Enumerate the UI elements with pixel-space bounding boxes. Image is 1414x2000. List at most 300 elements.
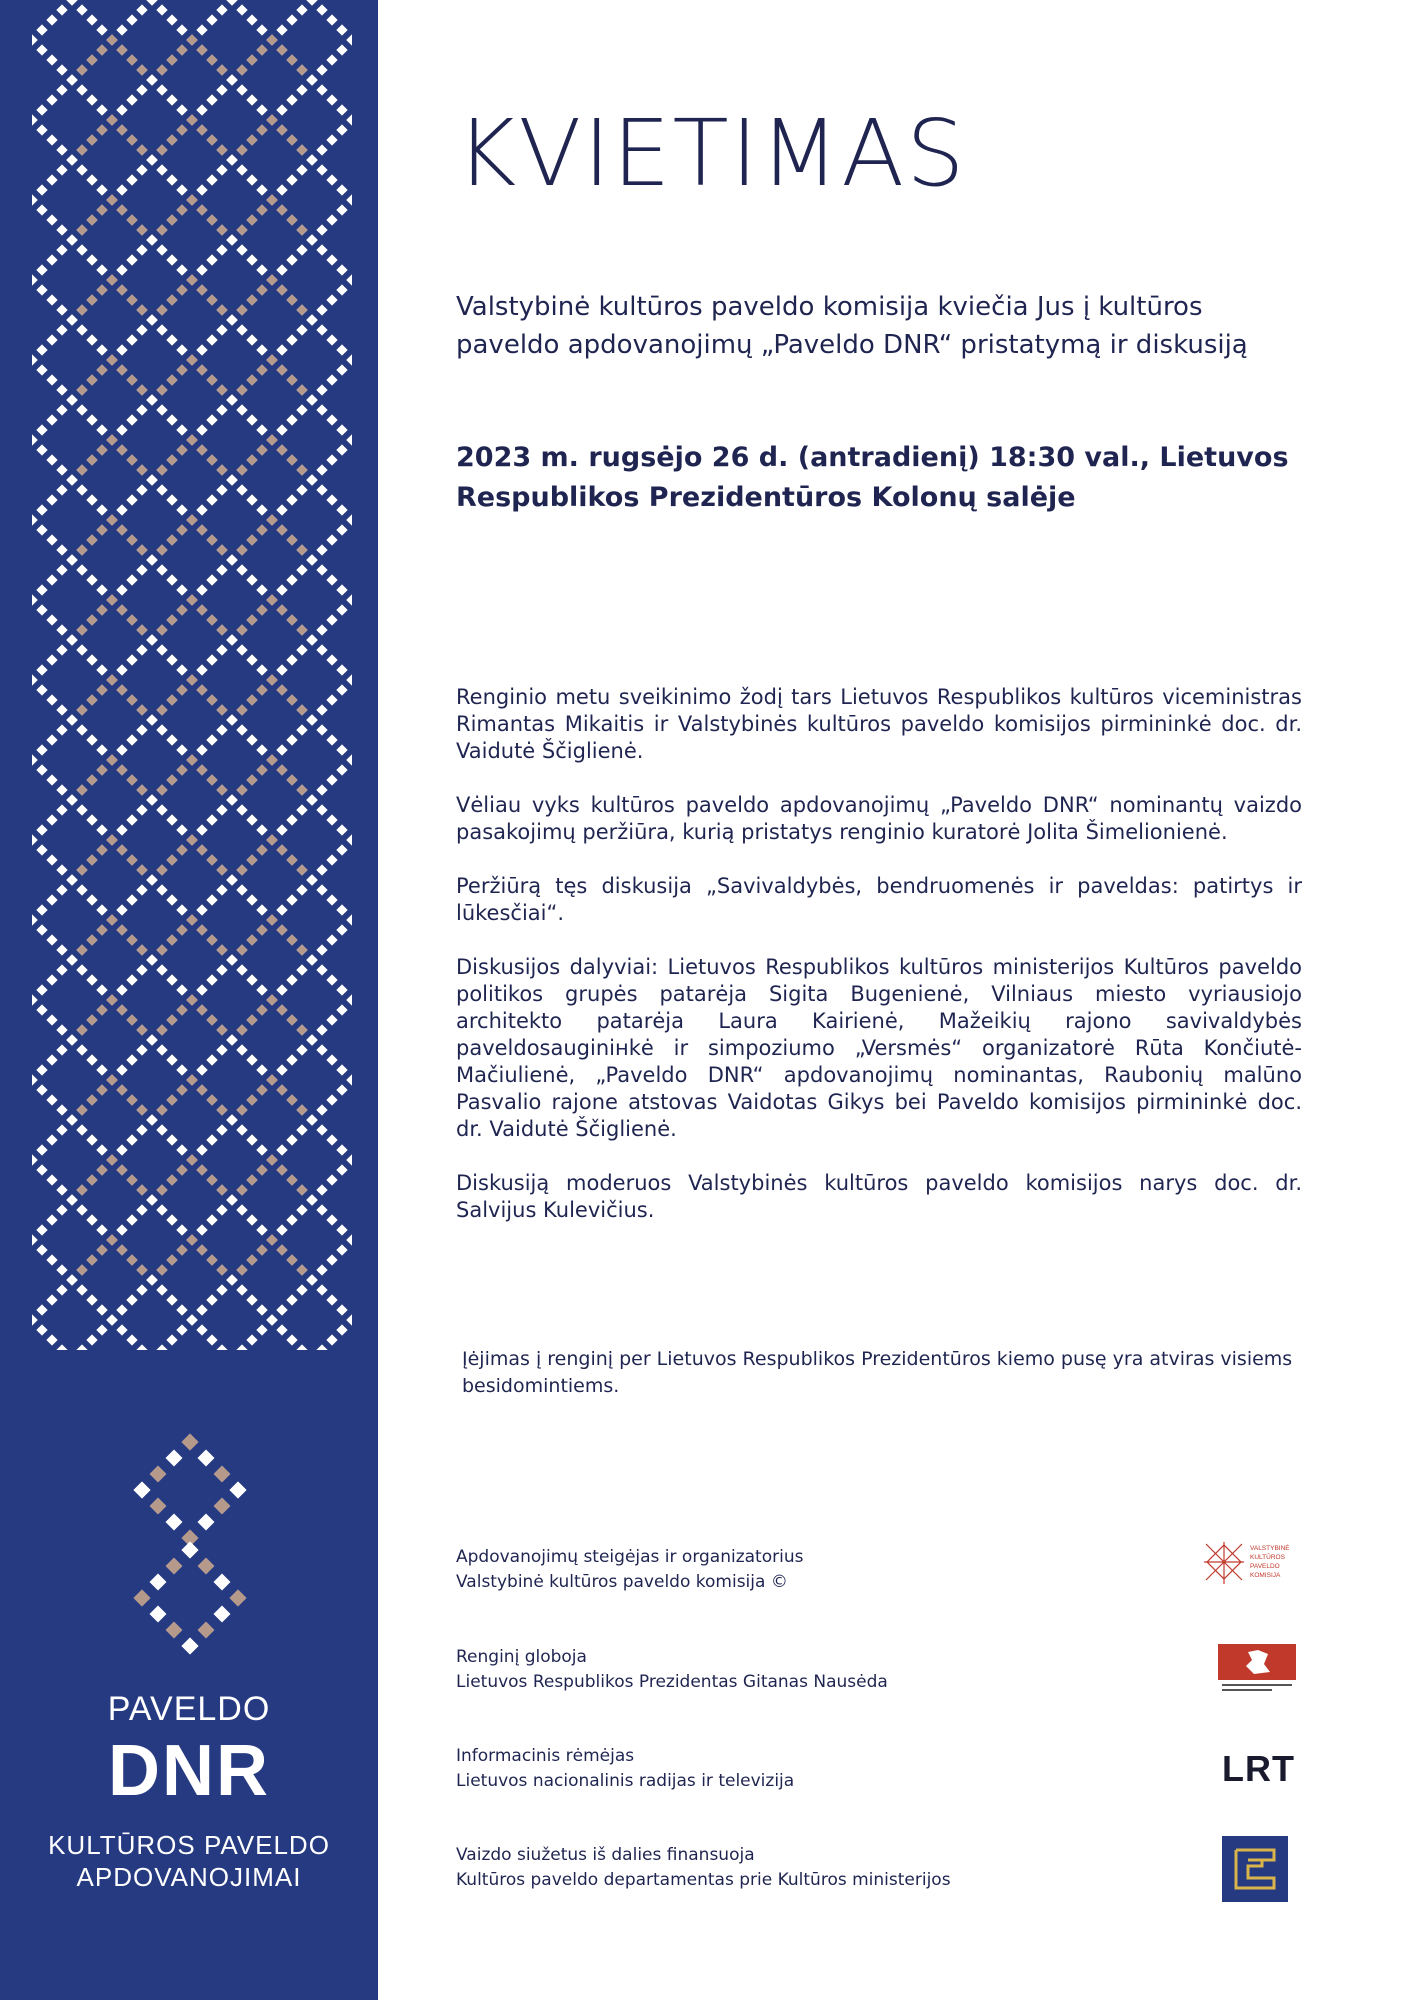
pattern-dot (116, 424, 127, 435)
pattern-dot (156, 884, 167, 895)
emblem-dot (214, 1466, 231, 1483)
pattern-dot (46, 1094, 57, 1105)
sidebar (0, 0, 378, 2000)
pattern-dot (316, 1044, 327, 1055)
pattern-dot (326, 54, 337, 65)
pattern-dot (32, 1074, 38, 1085)
pattern-dot (156, 644, 167, 655)
pattern-dot (296, 64, 307, 75)
pattern-dot (36, 744, 47, 755)
pattern-dot (346, 194, 352, 205)
pattern-dot (46, 1014, 57, 1025)
pattern-dot (236, 464, 247, 475)
pattern-dot (32, 914, 38, 925)
pattern-dot (316, 1204, 327, 1215)
pattern-dot (216, 804, 227, 815)
pattern-dot (166, 1174, 177, 1185)
pattern-dot (126, 334, 137, 345)
pattern-dot (36, 364, 47, 375)
pattern-dot (76, 224, 87, 235)
pattern-dot (186, 994, 197, 1005)
pattern-dot (176, 204, 187, 215)
pattern-dot (336, 444, 347, 455)
pattern-dot (216, 464, 227, 475)
pattern-dot (236, 1284, 247, 1295)
pattern-dot (136, 964, 147, 975)
pattern-dot (266, 1154, 277, 1165)
pattern-dot (206, 854, 217, 865)
pattern-dot (266, 674, 277, 685)
pattern-dot (32, 1234, 38, 1245)
pattern-dot (276, 104, 287, 115)
pattern-dot (32, 354, 38, 365)
pattern-dot (166, 214, 177, 225)
pattern-dot (286, 1294, 297, 1305)
pattern-dot (56, 164, 67, 175)
pattern-dot (286, 174, 297, 185)
pattern-dot (336, 984, 347, 995)
pattern-dot (216, 144, 227, 155)
pattern-dot (36, 584, 47, 595)
pattern-dot (296, 384, 307, 395)
pattern-dot (276, 344, 287, 355)
pattern-dot (266, 274, 277, 285)
pattern-dot (46, 814, 57, 825)
pattern-dot (36, 104, 47, 115)
pattern-dot (316, 404, 327, 415)
pattern-dot (326, 334, 337, 345)
pattern-dot (206, 1334, 217, 1345)
pattern-dot (76, 624, 87, 635)
pattern-dot (46, 1334, 57, 1345)
pattern-dot (316, 624, 327, 635)
pattern-dot (36, 1244, 47, 1255)
pattern-dot (236, 1044, 247, 1055)
page-title: KVIETIMAS (456, 100, 967, 207)
pattern-dot (56, 644, 67, 655)
pattern-dot (116, 844, 127, 855)
pattern-dot (46, 1054, 57, 1065)
pattern-dot (76, 1284, 87, 1295)
pattern-dot (56, 1264, 67, 1275)
pattern-dot (286, 694, 297, 705)
pattern-dot (196, 124, 207, 135)
pattern-dot (336, 1324, 347, 1335)
pattern-dot (216, 384, 227, 395)
pattern-dot (206, 614, 217, 625)
pattern-dot (56, 304, 67, 315)
pattern-dot (326, 974, 337, 985)
kpk-logo (1202, 1540, 1304, 1586)
pattern-dot (56, 724, 67, 735)
pattern-dot (156, 464, 167, 475)
pattern-dot (256, 1224, 267, 1235)
pattern-dot (56, 404, 67, 415)
pattern-dot (156, 1104, 167, 1115)
pattern-dot (56, 484, 67, 495)
pattern-dot (76, 164, 87, 175)
pattern-dot (286, 534, 297, 545)
pattern-dot (216, 84, 227, 95)
pattern-dot (326, 934, 337, 945)
pattern-dot (196, 984, 207, 995)
pattern-dot (106, 434, 117, 445)
pattern-dot (136, 804, 147, 815)
pattern-dot (306, 234, 317, 245)
pattern-dot (206, 814, 217, 825)
pattern-dot (266, 1074, 277, 1085)
pattern-dot (256, 264, 267, 275)
pattern-dot (316, 704, 327, 715)
pattern-dot (86, 494, 97, 505)
pattern-dot (336, 764, 347, 775)
pattern-dot (276, 264, 287, 275)
pattern-dot (326, 854, 337, 865)
pattern-dot (176, 1224, 187, 1235)
pattern-dot (286, 414, 297, 425)
pattern-dot (136, 864, 147, 875)
pattern-dot (216, 1344, 227, 1350)
pattern-dot (326, 254, 337, 265)
pattern-dot (336, 584, 347, 595)
pattern-dot (246, 254, 257, 265)
pattern-dot (126, 694, 137, 705)
pattern-dot (46, 614, 57, 625)
pattern-dot (276, 1244, 287, 1255)
pattern-dot (32, 674, 38, 685)
pattern-dot (316, 464, 327, 475)
pattern-dot (236, 564, 247, 575)
pattern-dot (336, 744, 347, 755)
pattern-dot (166, 1334, 177, 1345)
pattern-dot (276, 1064, 287, 1075)
pattern-dot (236, 784, 247, 795)
pattern-dot (46, 534, 57, 545)
pattern-dot (46, 454, 57, 465)
pattern-dot (116, 444, 127, 455)
pattern-dot (326, 294, 337, 305)
pattern-dot (316, 864, 327, 875)
pattern-dot (166, 854, 177, 865)
pattern-dot (286, 1054, 297, 1065)
pattern-dot (226, 0, 237, 6)
pattern-dot (246, 14, 257, 25)
pattern-dot (116, 604, 127, 615)
pattern-dot (36, 524, 47, 535)
pattern-dot (46, 974, 57, 985)
pattern-dot (136, 1044, 147, 1055)
pattern-dot (256, 364, 267, 375)
pattern-dot (166, 254, 177, 265)
pattern-dot (156, 1044, 167, 1055)
pattern-dot (236, 4, 247, 15)
pattern-dot (126, 1334, 137, 1345)
pattern-dot (96, 904, 107, 915)
pattern-dot (86, 694, 97, 705)
pattern-dot (236, 964, 247, 975)
pattern-dot (136, 84, 147, 95)
pattern-dot (316, 484, 327, 495)
pattern-dot (86, 1334, 97, 1345)
pattern-dot (136, 644, 147, 655)
pattern-dot (32, 34, 38, 45)
pattern-dot (156, 624, 167, 635)
pattern-dot (236, 644, 247, 655)
pattern-dot (166, 614, 177, 625)
pattern-dot (256, 844, 267, 855)
pattern-dot (216, 224, 227, 235)
pattern-dot (206, 654, 217, 665)
pattern-dot (346, 274, 352, 285)
pattern-dot (106, 674, 117, 685)
pattern-dot (246, 1134, 257, 1145)
pattern-dot (46, 1254, 57, 1265)
pattern-dot (246, 654, 257, 665)
pattern-dot (296, 864, 307, 875)
pattern-dot (336, 664, 347, 675)
pattern-dot (86, 894, 97, 905)
pattern-dot (336, 1164, 347, 1175)
pattern-dot (256, 1164, 267, 1175)
pattern-dot (306, 1034, 317, 1045)
pattern-dot (116, 584, 127, 595)
pattern-dot (326, 1294, 337, 1305)
pattern-dot (216, 564, 227, 575)
pattern-dot (236, 484, 247, 495)
pattern-dot (326, 734, 337, 745)
pattern-dot (206, 1094, 217, 1105)
pattern-dot (276, 1304, 287, 1315)
pattern-dot (206, 574, 217, 585)
sponsor-media (456, 1744, 1156, 1794)
pattern-dot (66, 874, 77, 885)
pattern-dot (236, 864, 247, 875)
brand-paveldo: PAVELDO (107, 1690, 271, 1728)
pattern-dot (136, 464, 147, 475)
pattern-dot (146, 1274, 157, 1285)
pattern-dot (32, 194, 38, 205)
pattern-dot (286, 14, 297, 25)
paragraph: Diskusiją moderuos Valstybinės kultūros paveldo komisijos narys doc. dr. Salvijus Kulevičius. (456, 1171, 1302, 1222)
pattern-dot (36, 984, 47, 995)
pattern-dot (56, 784, 67, 795)
paragraph: Vėliau vyks kultūros paveldo apdovanojimų „Paveldo DNR“ nominantų vaizdo pasakojimų peržiūra, kurią pristatys renginio kuratorė Jolita Šimelionienė. (456, 793, 1302, 844)
pattern-dot (136, 564, 147, 575)
pattern-dot (96, 744, 107, 755)
pattern-dot (116, 104, 127, 115)
pattern-dot (276, 444, 287, 455)
pattern-dot (216, 1104, 227, 1115)
pattern-dot (296, 804, 307, 815)
pattern-dot (296, 224, 307, 235)
pattern-dot (336, 524, 347, 535)
pattern-dot (156, 1284, 167, 1295)
pattern-dot (116, 1324, 127, 1335)
emblem-dot (134, 1482, 151, 1499)
pattern-dot (76, 404, 87, 415)
pattern-dot (226, 714, 237, 725)
pattern-dot (156, 1264, 167, 1275)
pattern-dot (246, 814, 257, 825)
pattern-dot (186, 914, 197, 925)
pattern-dot (246, 854, 257, 865)
pattern-dot (76, 544, 87, 555)
pattern-dot (326, 1334, 337, 1345)
pattern-dot (76, 1204, 87, 1215)
pattern-dot (196, 1084, 207, 1095)
emblem-dot (214, 1606, 231, 1623)
pattern-dot (32, 114, 38, 125)
pattern-dot (116, 1244, 127, 1255)
pattern-dot (86, 174, 97, 185)
pattern-dot (346, 834, 352, 845)
pattern-dot (66, 154, 77, 165)
pattern-dot (276, 1004, 287, 1015)
pattern-dot (256, 104, 267, 115)
pattern-dot (156, 804, 167, 815)
pattern-dot (56, 884, 67, 895)
pattern-dot (266, 594, 277, 605)
pattern-dot (276, 904, 287, 915)
pattern-dot (166, 1054, 177, 1065)
pattern-dot (236, 1264, 247, 1275)
pattern-dot (246, 134, 257, 145)
pattern-dot (336, 684, 347, 695)
pattern-dot (296, 884, 307, 895)
pattern-dot (266, 834, 277, 845)
pattern-dot (166, 134, 177, 145)
emblem-dot (214, 1498, 231, 1515)
pattern-dot (126, 1134, 137, 1145)
pattern-dot (216, 324, 227, 335)
pattern-dot (116, 344, 127, 355)
pattern-dot (56, 544, 67, 555)
pattern-dot (186, 1074, 197, 1085)
pattern-dot (86, 94, 97, 105)
pattern-dot (216, 624, 227, 635)
pattern-dot (86, 54, 97, 65)
pattern-dot (256, 664, 267, 675)
pattern-dot (226, 634, 237, 645)
pattern-dot (66, 0, 77, 6)
pattern-dot (156, 704, 167, 715)
pattern-dot (86, 254, 97, 265)
pattern-dot (66, 954, 77, 965)
pattern-dot (296, 1024, 307, 1035)
pattern-dot (186, 1314, 197, 1325)
pattern-dot (106, 514, 117, 525)
pattern-dot (136, 244, 147, 255)
pattern-dot (266, 754, 277, 765)
pattern-dot (206, 1014, 217, 1025)
pattern-dot (96, 664, 107, 675)
pattern-dot (146, 234, 157, 245)
emblem-dot (166, 1450, 183, 1467)
pattern-dot (76, 944, 87, 955)
pattern-dot (236, 144, 247, 155)
pattern-dot (116, 664, 127, 675)
pattern-dot (256, 444, 267, 455)
pattern-dot (66, 394, 77, 405)
pattern-dot (96, 1084, 107, 1095)
pattern-dot (116, 744, 127, 755)
pattern-dot (146, 74, 157, 85)
pattern-dot (76, 1104, 87, 1115)
pattern-dot (86, 294, 97, 305)
pattern-dot (156, 84, 167, 95)
pattern-dot (236, 624, 247, 635)
pattern-dot (266, 114, 277, 125)
pattern-dot (256, 504, 267, 515)
pattern-dot (136, 1124, 147, 1135)
pattern-dot (326, 614, 337, 625)
pattern-dot (36, 904, 47, 915)
pattern-dot (156, 1024, 167, 1035)
pattern-dot (286, 734, 297, 745)
pattern-dot (206, 94, 217, 105)
pattern-dot (256, 1304, 267, 1315)
pattern-dot (326, 1254, 337, 1265)
pattern-dot (246, 694, 257, 705)
sponsor-organizer (456, 1545, 1156, 1595)
pattern-dot (96, 924, 107, 935)
pattern-dot (166, 1294, 177, 1305)
pattern-dot (336, 604, 347, 615)
pattern-dot (186, 1154, 197, 1165)
pattern-dot (126, 174, 137, 185)
pattern-dot (56, 1284, 67, 1295)
pattern-dot (256, 204, 267, 215)
pattern-dot (206, 694, 217, 705)
emblem-dot (166, 1622, 183, 1639)
pattern-dot (316, 784, 327, 795)
pattern-dot (156, 784, 167, 795)
pattern-dot (216, 884, 227, 895)
pattern-dot (306, 394, 317, 405)
pattern-dot (236, 324, 247, 335)
pattern-dot (32, 274, 38, 285)
pattern-dot (136, 544, 147, 555)
pattern-dot (76, 464, 87, 475)
pattern-dot (96, 184, 107, 195)
pattern-dot (146, 154, 157, 165)
pattern-dot (286, 854, 297, 865)
pattern-dot (136, 164, 147, 175)
pattern-dot (226, 1114, 237, 1125)
pattern-dot (286, 574, 297, 585)
pattern-dot (56, 4, 67, 15)
pattern-dot (36, 184, 47, 195)
pattern-dot (196, 1064, 207, 1075)
emblem-dot (150, 1574, 167, 1591)
pattern-dot (126, 614, 137, 625)
pattern-dot (96, 344, 107, 355)
pattern-dot (296, 1184, 307, 1195)
pattern-dot (56, 324, 67, 335)
emblem-dot (150, 1606, 167, 1623)
pattern-dot (176, 824, 187, 835)
pattern-dot (246, 414, 257, 425)
pattern-dot (276, 524, 287, 535)
pattern-dot (56, 1344, 67, 1350)
pattern-dot (206, 14, 217, 25)
pattern-dot (116, 204, 127, 215)
pattern-dot (116, 1084, 127, 1095)
pattern-dot (36, 284, 47, 295)
pattern-dot (256, 424, 267, 435)
pattern-dot (186, 34, 197, 45)
pattern-dot (336, 504, 347, 515)
